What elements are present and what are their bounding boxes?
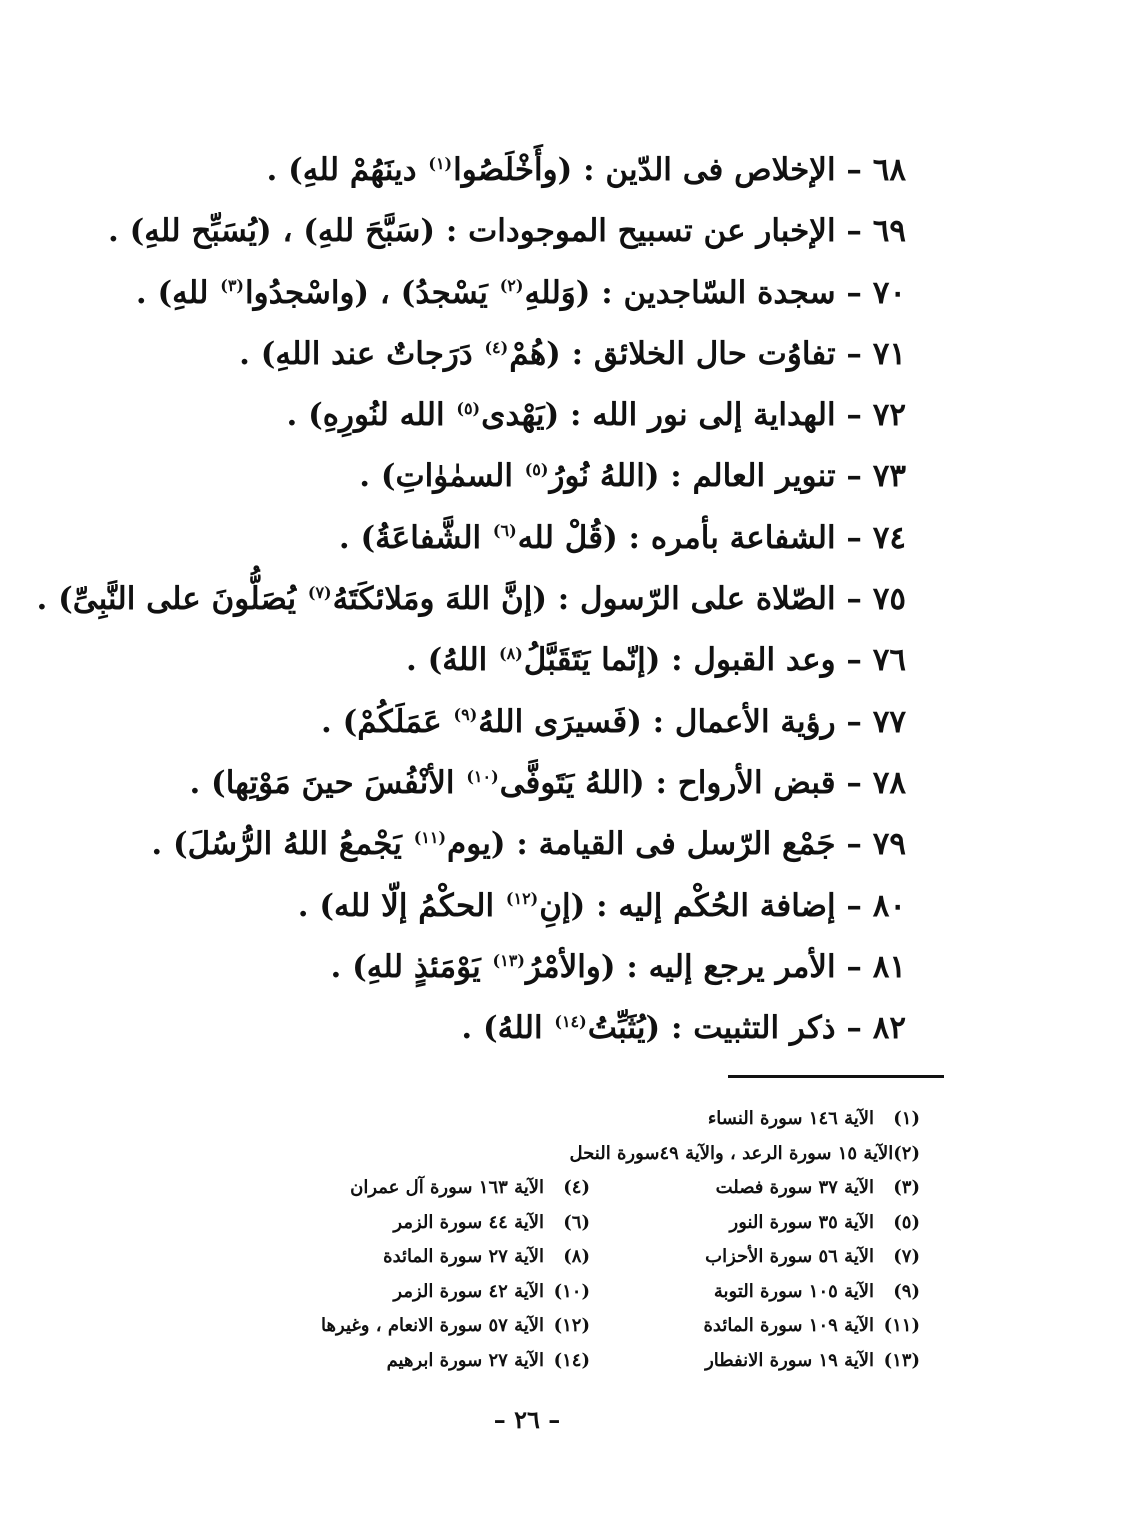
entry-quote: (يوم [447, 826, 506, 863]
footnote-number: (٦) [563, 1211, 590, 1233]
entry-dash: – [835, 826, 862, 863]
entry-number: ٧٣ [872, 458, 906, 495]
entry-line: ٧٦ – وعد القبول : (إنّما يَتَقَبَّلُ$^{(٨)}$ اللهُ) . [406, 642, 906, 679]
entry-quote: (إنَّ اللهَ ومَلائكَتَهُ [332, 581, 547, 618]
entry-number: ٧٥ [872, 581, 906, 618]
entry-footnote-ref: (٤) [484, 337, 509, 357]
footnote-number: (١٢) [553, 1315, 590, 1336]
entry-quote-rest: اللهُ) [427, 642, 499, 679]
footnote-row [140, 1171, 920, 1206]
entry-line: ٧٠ – سجدة السّاجدين : (وَللهِ$^{(٢)}$ يَسْجدُ) ، (واسْجدُوا$^{(٣)}$ للهِ) . [135, 274, 906, 311]
entry-line: ٦٨ – الإخلاص فى الدّين : (وأَخْلَصُوا$^{(١)}$ دينَهُمْ للهِ) . [266, 152, 906, 188]
footnote-number: (١) [893, 1108, 920, 1129]
entry-footnote-ref: (١) [428, 153, 453, 173]
entry-label: رؤية الأعمال [674, 703, 836, 740]
entry-footnote-ref: (٥) [524, 460, 549, 480]
entry-number: ٦٨ [872, 152, 906, 188]
entry-number: ٧٧ [872, 703, 906, 740]
entry-quote-rest: عَمَلَكُمْ) [342, 703, 453, 740]
footnote-number: (٣) [893, 1177, 920, 1198]
footnote-item [590, 1171, 920, 1206]
entry-quote-rest: يَجْمعُ اللهُ الرُّسُلَ) [173, 826, 413, 863]
entry-quote-rest: الأنْفُسَ حينَ مَوْتِها) [211, 764, 466, 801]
footnote-item [140, 1309, 590, 1344]
entry-quote: (قُلْ لله [517, 519, 618, 556]
entry-line: ٧٧ – رؤية الأعمال : (فَسيرَى اللهُ$^{(٩)}$ عَمَلَكُمْ) . [321, 703, 906, 740]
entry-line: ٨١ – الأمر يرجع إليه : (والأمْرُ$^{(١٣)}$ يَوْمَئذٍ للهِ) . [330, 948, 906, 985]
footnote-item [140, 1206, 590, 1241]
entry-dash: – [835, 458, 862, 495]
entry-quote-rest: الحكْمُ إلّا لله) [319, 887, 505, 924]
footnote-text: الآية ٣٥ سورة النور [729, 1211, 874, 1233]
footnote-text: الآية ١٦٣ سورة آل عمران [350, 1177, 544, 1198]
entry-quote-rest: اللهُ) [482, 1010, 554, 1047]
entry-quote: (اللهُ يَتَوفَّى [499, 764, 645, 801]
entry-quote: (إنِ [539, 887, 586, 924]
footnote-row [140, 1309, 920, 1344]
entry-label: ذكر التثبيت [693, 1010, 836, 1047]
footnote-number: (٧) [893, 1246, 920, 1267]
entry-label: الهداية إلى نور الله [592, 397, 836, 434]
footnote-number: (١٤) [553, 1349, 590, 1371]
footnote-text: الآية ٤٢ سورة الزمر [393, 1280, 544, 1302]
entry-number: ٨١ [872, 948, 906, 985]
entry-footnote-ref: (١٠) [466, 766, 499, 786]
entry-label: الشفاعة بأمره [650, 519, 836, 556]
entry-dash: – [835, 581, 862, 618]
footnote-text: الآية ٣٧ سورة فصلت [715, 1177, 874, 1198]
entry-quote: (سَبَّحَ للهِ) ، (يُسَبِّح للهِ) [129, 213, 436, 250]
entry-dash: – [835, 1010, 862, 1047]
entry-dash: – [835, 152, 862, 188]
entry-number: ٧٤ [872, 519, 906, 556]
footnote-item [140, 1240, 590, 1275]
footnote-number: (١٣) [883, 1349, 920, 1371]
entry-line: ٧٩ – جَمْع الرّسل فى القيامة : (يوم$^{(١١)}$ يَجْمعُ اللهُ الرُّسُلَ) . [151, 826, 906, 863]
footnote-number: (١١) [883, 1315, 920, 1336]
entry-footnote-ref: (١٣) [492, 950, 525, 970]
entry-quote-rest: يَوْمَئذٍ للهِ) [352, 948, 492, 985]
entry-footnote-ref: (٨) [499, 644, 523, 664]
entry-label: وعد القبول [693, 642, 836, 679]
footnote-item [590, 1240, 920, 1275]
entry-number: ٧٢ [872, 397, 906, 434]
entry-quote: (إنّما يَتَقَبَّلُ [523, 642, 661, 679]
footnote-divider [728, 1075, 944, 1078]
entry-quote-rest: دينَهُمْ للهِ) [288, 152, 428, 188]
entry-label: الإخبار عن تسبيح الموجودات [468, 213, 836, 250]
footnote-row [140, 1344, 920, 1379]
entry-dash: – [835, 335, 862, 372]
entry-number: ٧١ [872, 335, 906, 372]
entry-dash: – [835, 948, 862, 985]
footnote-item [140, 1275, 590, 1310]
entry-number: ٨٢ [872, 1010, 906, 1047]
entry-label: قبض الأرواح [677, 764, 836, 801]
entry-label: الأمر يرجع إليه [648, 948, 836, 985]
entry-line: ٧٥ – الصّلاة على الرّسول : (إنَّ اللهَ ومَلائكَتَهُ$^{(٧)}$ يُصَلُّونَ على النَّبِىِّ) . [36, 581, 906, 618]
footnote-text: الآية ١٠٩ سورة المائدة [703, 1315, 874, 1336]
footnote-text: الآية ٥٧ سورة الانعام ، وغيرها [321, 1315, 544, 1336]
footnote-item [140, 1344, 590, 1379]
entry-quote: (والأمْرُ [525, 948, 616, 985]
footnote-number: (٢) [893, 1142, 920, 1164]
entry-quote: (وَللهِ [524, 274, 591, 311]
entry-dash: – [835, 642, 862, 679]
footnote-number: (٥) [893, 1211, 920, 1233]
entry-footnote-ref: (٦) [492, 521, 517, 541]
footnote-row [140, 1206, 920, 1241]
footnote-text: الآية ١٩ سورة الانفطار [705, 1349, 874, 1371]
entry-footnote-ref: (٥) [456, 398, 481, 418]
entry-line: ٦٩ – الإخبار عن تسبيح الموجودات : (سَبَّحَ للهِ) ، (يُسَبِّح للهِ) . [107, 213, 906, 250]
footnote-row [140, 1102, 920, 1137]
footnote-text: الآية ١٤٦ سورة النساء [707, 1108, 874, 1129]
entry-number: ٦٩ [872, 213, 906, 250]
entry-footnote-ref: (٧) [307, 582, 332, 602]
entry-dash: – [835, 703, 862, 740]
footnote-row [140, 1240, 920, 1275]
entries-list [36, 140, 906, 1059]
footnote-item [590, 1309, 920, 1344]
footnote-text: الآية ١٠٥ سورة التوبة [713, 1280, 874, 1302]
entry-quote-rest: للهِ) [157, 274, 220, 311]
footnote-item [140, 1171, 590, 1206]
footnote-text: الآية ٥٦ سورة الأحزاب [705, 1246, 874, 1267]
footnote-item [590, 1344, 920, 1379]
entry-quote: (هُمْ [509, 335, 561, 372]
entry-quote-rest: الشَّفاعَةُ) [360, 519, 492, 556]
entry-number: ٧٦ [872, 642, 906, 679]
footnote-text: الآية ٢٧ سورة ابرهيم [386, 1349, 544, 1371]
entry-number: ٨٠ [872, 887, 906, 924]
entry-dash: – [835, 887, 862, 924]
footnote-item [590, 1275, 920, 1310]
footnote-number: (٤) [563, 1177, 590, 1198]
entry-footnote-ref: (١٢) [505, 889, 539, 909]
footnote-text: الآية ٤٤ سورة الزمر [393, 1211, 544, 1233]
entry-quote: (فَسيرَى اللهُ [478, 703, 642, 740]
entry-number: ٧٠ [872, 274, 906, 311]
entry-dash: – [835, 274, 862, 311]
footnote-item [569, 1137, 920, 1172]
entry-dash: – [835, 397, 862, 434]
footnote-text: الآية ١٥ سورة الرعد ، والآية ٤٩سورة النحل [569, 1142, 894, 1164]
entry-label: سجدة السّاجدين [623, 274, 836, 311]
entry-dash: – [835, 764, 862, 801]
entry-line: ٧٨ – قبض الأرواح : (اللهُ يَتَوفَّى$^{(١٠)}$ الأنْفُسَ حينَ مَوْتِها) . [189, 764, 906, 801]
entry-quote-rest: يُصَلُّونَ على النَّبِىِّ) [58, 581, 307, 618]
entry-footnote-ref: (٣) [220, 276, 244, 296]
footnote-text: الآية ٢٧ سورة المائدة [383, 1246, 544, 1267]
entry-label: تنوير العالم [692, 458, 836, 495]
entry-line: ٧٢ – الهداية إلى نور الله : (يَهْدى$^{(٥)}$ الله لنُورِهِ) . [286, 397, 906, 434]
page-number: – ٢٦ – [493, 1405, 561, 1434]
entry-line: ٧٤ – الشفاعة بأمره : (قُلْ لله$^{(٦)}$ الشَّفاعَةُ) . [338, 519, 906, 556]
footnote-number: (٨) [563, 1246, 590, 1267]
entry-line: ٨٢ – ذكر التثبيت : (يُثَبِّتُ$^{(١٤)}$ اللهُ) . [461, 1010, 906, 1047]
entry-number: ٧٨ [872, 764, 906, 801]
entry-line: ٧٣ – تنوير العالم : (اللهُ نُورُ$^{(٥)}$ السمٰوٰاتِ) . [359, 458, 906, 495]
entry-dash: – [835, 213, 862, 250]
entry-line: ٧١ – تفاوُت حال الخلائق : (هُمْ$^{(٤)}$ دَرَجاتٌ عند اللهِ) . [239, 335, 906, 372]
footnote-item [590, 1102, 920, 1137]
entry-quote: (اللهُ نُورُ [549, 458, 660, 495]
entry-quote-rest: دَرَجاتٌ عند اللهِ) [260, 335, 484, 372]
entry-quote-rest: الله لنُورِهِ) [308, 397, 456, 434]
entry-number: ٧٩ [872, 826, 906, 863]
footnote-number: (٩) [893, 1280, 920, 1302]
entry-footnote-ref: (١٤) [554, 1011, 587, 1031]
footnote-item [590, 1206, 920, 1241]
entry-dash: – [835, 519, 862, 556]
entry-footnote-ref: (١١) [413, 827, 447, 847]
footnote-row [140, 1137, 920, 1172]
entry-label: الصّلاة على الرّسول [580, 581, 836, 618]
footnote-number: (١٠) [553, 1280, 590, 1302]
entry-label: الإخلاص فى الدّين [605, 152, 836, 188]
footnotes [140, 1102, 920, 1378]
entry-quote-rest: السمٰوٰاتِ) [380, 458, 524, 495]
entry-line: ٨٠ – إضافة الحُكْم إليه : (إنِ$^{(١٢)}$ الحكْمُ إلّا لله) . [297, 887, 906, 924]
entry-quote: (وأَخْلَصُوا [453, 152, 573, 188]
entry-quote-rest: يَسْجدُ) ، (واسْجدُوا [244, 274, 499, 311]
footnote-row [140, 1275, 920, 1310]
entry-quote: (يَهْدى [481, 397, 560, 434]
entry-label: جَمْع الرّسل فى القيامة [538, 826, 836, 863]
entry-footnote-ref: (٩) [453, 705, 478, 725]
entry-label: إضافة الحُكْم إليه [618, 887, 836, 924]
entry-label: تفاوُت حال الخلائق [593, 335, 836, 372]
entry-footnote-ref: (٢) [499, 276, 524, 296]
entry-quote: (يُثَبِّتُ [587, 1010, 661, 1047]
